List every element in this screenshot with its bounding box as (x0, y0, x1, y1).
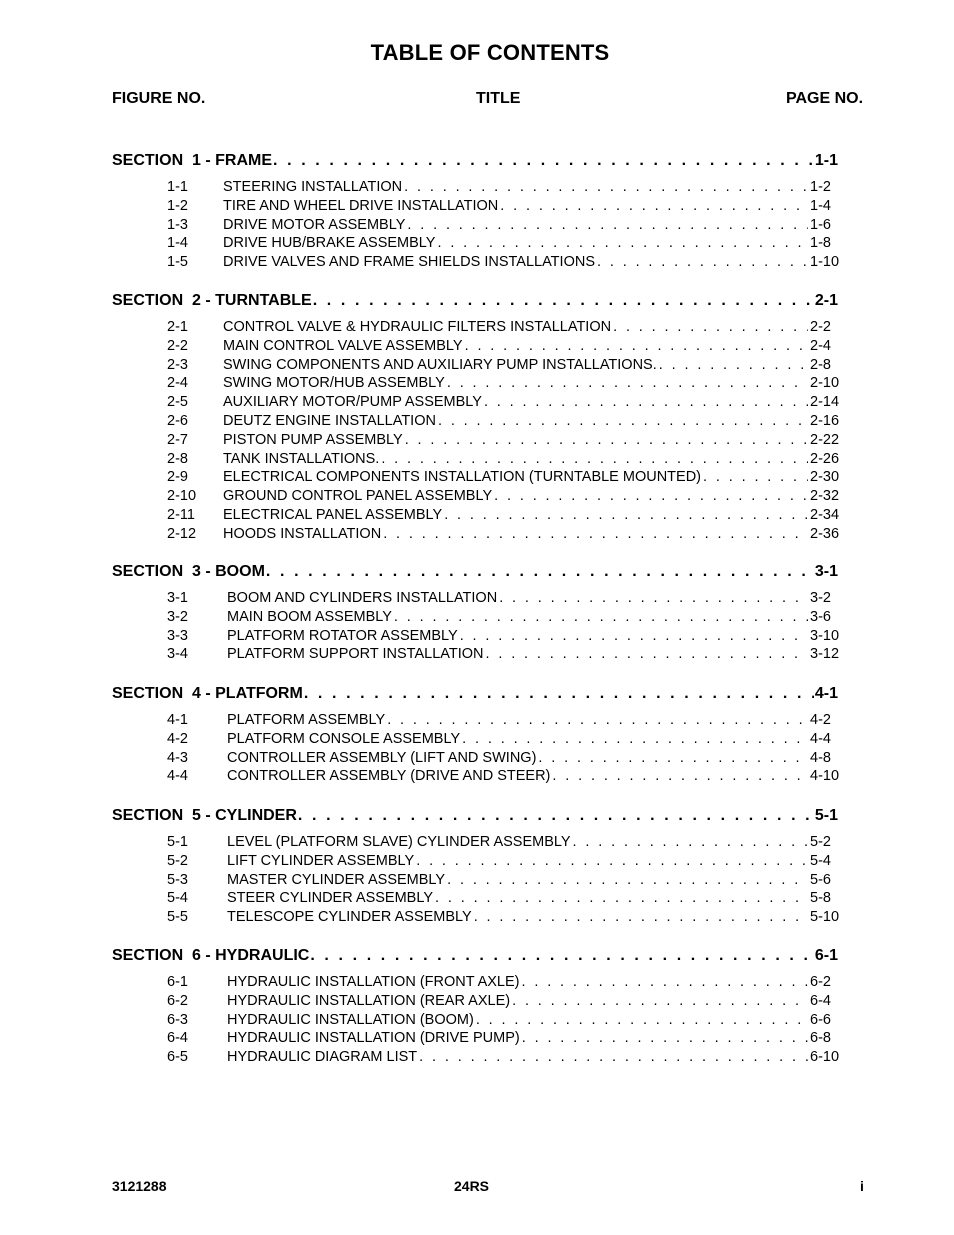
figure-title: CONTROLLER ASSEMBLY (LIFT AND SWING) (227, 749, 537, 766)
toc-entry[interactable] (0, 1049, 954, 1067)
section-title: SECTION 5 - CYLINDER (112, 807, 297, 824)
figure-number: 4-3 (167, 749, 188, 766)
figure-number: 2-7 (167, 431, 188, 448)
column-header-figure: FIGURE NO. (112, 90, 206, 107)
toc-entry[interactable] (0, 394, 954, 412)
toc-entry[interactable] (0, 834, 954, 852)
figure-page: 6-8 (810, 1030, 831, 1047)
dot-leader (381, 451, 808, 467)
dot-leader (552, 768, 808, 784)
figure-title: PLATFORM ROTATOR ASSEMBLY (227, 627, 458, 644)
toc-entry[interactable] (0, 712, 954, 730)
toc-entry[interactable] (0, 993, 954, 1011)
figure-title: HOODS INSTALLATION (223, 525, 382, 542)
figure-page: 1-4 (810, 197, 831, 214)
dot-leader (266, 563, 814, 581)
figure-title: AUXILIARY MOTOR/PUMP ASSEMBLY (223, 394, 482, 411)
figure-page: 5-6 (810, 871, 831, 888)
figure-page: 5-2 (810, 834, 831, 850)
figure-page: 2-34 (810, 507, 840, 523)
toc-entry[interactable] (0, 488, 954, 506)
figure-number: 2-6 (167, 413, 188, 429)
figure-number: 2-12 (167, 525, 197, 542)
figure-title: PLATFORM SUPPORT INSTALLATION (227, 646, 484, 663)
dot-leader (465, 338, 808, 354)
dot-leader (273, 152, 814, 170)
toc-entry[interactable] (0, 217, 954, 235)
figure-title: DRIVE HUB/BRAKE ASSEMBLY (223, 235, 436, 252)
dot-leader (494, 488, 808, 504)
section-page: 6-1 (814, 947, 838, 964)
dot-leader (313, 292, 814, 310)
figure-title: HYDRAULIC INSTALLATION (REAR AXLE) (227, 992, 511, 1009)
section-heading[interactable] (112, 685, 838, 705)
figure-number: 3-3 (167, 627, 188, 644)
toc-entry[interactable] (0, 179, 954, 197)
figure-number: 1-5 (167, 254, 188, 271)
figure-number: 2-1 (167, 319, 188, 335)
figure-title: SWING MOTOR/HUB ASSEMBLY (223, 375, 445, 392)
dot-leader (538, 750, 808, 766)
section-heading[interactable] (112, 152, 838, 172)
figure-title: LIFT CYLINDER ASSEMBLY (227, 852, 415, 869)
dot-leader (597, 254, 808, 270)
figure-number: 6-5 (167, 1049, 188, 1066)
section-page: 1-1 (814, 152, 838, 169)
figure-title: CONTROLLER ASSEMBLY (DRIVE AND STEER) (227, 768, 551, 785)
dot-leader (405, 432, 808, 448)
toc-entry[interactable] (0, 507, 954, 525)
dot-leader (703, 469, 808, 485)
column-header-title: TITLE (476, 90, 521, 107)
toc-entry[interactable] (0, 413, 954, 431)
figure-title: TIRE AND WHEEL DRIVE INSTALLATION (223, 197, 499, 214)
figure-page: 4-10 (810, 768, 840, 785)
figure-title: BOOM AND CYLINDERS INSTALLATION (227, 590, 498, 606)
figure-page: 2-14 (810, 394, 840, 411)
section-page: 2-1 (814, 292, 838, 309)
figure-title: PISTON PUMP ASSEMBLY (223, 431, 403, 448)
toc-entry[interactable] (0, 526, 954, 544)
figure-title: TELESCOPE CYLINDER ASSEMBLY (227, 909, 472, 926)
dot-leader (407, 217, 808, 233)
figure-title: HYDRAULIC INSTALLATION (FRONT AXLE) (227, 974, 520, 990)
figure-number: 2-5 (167, 394, 188, 411)
toc-entry[interactable] (0, 469, 954, 487)
dot-leader (659, 357, 808, 373)
figure-title: HYDRAULIC INSTALLATION (BOOM) (227, 1011, 474, 1028)
figure-number: 6-1 (167, 974, 188, 990)
figure-page: 2-2 (810, 319, 831, 335)
column-header-page: PAGE NO. (786, 90, 864, 107)
dot-leader (394, 609, 808, 625)
figure-page: 1-8 (810, 235, 831, 252)
figure-title: DEUTZ ENGINE INSTALLATION (223, 413, 436, 429)
dot-leader (298, 807, 814, 825)
figure-number: 5-5 (167, 909, 188, 926)
section-heading[interactable] (112, 292, 838, 312)
toc-entry[interactable] (0, 590, 954, 608)
dot-leader (460, 628, 808, 644)
dot-leader (485, 646, 808, 662)
figure-number: 1-1 (167, 179, 188, 195)
figure-number: 1-3 (167, 216, 188, 233)
figure-title: MAIN BOOM ASSEMBLY (227, 608, 392, 625)
figure-number: 4-2 (167, 730, 188, 747)
figure-title: GROUND CONTROL PANEL ASSEMBLY (223, 488, 493, 505)
footer-page-number: i (860, 1178, 864, 1194)
figure-title: TANK INSTALLATIONS. (223, 450, 380, 467)
figure-number: 2-8 (167, 450, 188, 467)
toc-entry[interactable] (0, 872, 954, 890)
figure-page: 3-12 (810, 646, 840, 663)
figure-page: 4-8 (810, 749, 831, 766)
figure-number: 6-3 (167, 1011, 188, 1028)
figure-page: 2-36 (810, 525, 840, 542)
figure-page: 5-4 (810, 852, 831, 869)
figure-page: 1-6 (810, 216, 831, 233)
section-title: SECTION 3 - BOOM (112, 563, 265, 580)
figure-page: 2-8 (810, 356, 831, 373)
section-title: SECTION 1 - FRAME (112, 152, 273, 169)
figure-page: 4-2 (810, 712, 831, 728)
section-heading[interactable] (112, 947, 838, 967)
dot-leader (474, 909, 808, 925)
section-title: SECTION 6 - HYDRAULIC (112, 947, 310, 964)
figure-number: 3-4 (167, 646, 188, 663)
figure-title: HYDRAULIC DIAGRAM LIST (227, 1049, 418, 1066)
figure-page: 6-4 (810, 992, 831, 1009)
dot-leader (499, 590, 808, 606)
dot-leader (304, 685, 814, 703)
dot-leader (500, 198, 808, 214)
toc-entry[interactable] (0, 254, 954, 272)
figure-number: 3-1 (167, 590, 188, 606)
toc-entry[interactable] (0, 853, 954, 871)
figure-title: STEERING INSTALLATION (223, 179, 403, 195)
toc-entry[interactable] (0, 890, 954, 908)
figure-title: HYDRAULIC INSTALLATION (DRIVE PUMP) (227, 1030, 520, 1047)
figure-page: 3-6 (810, 608, 831, 625)
figure-title: ELECTRICAL COMPONENTS INSTALLATION (TURNTABLE MOUNTED) (223, 469, 702, 486)
figure-title: DRIVE MOTOR ASSEMBLY (223, 216, 406, 233)
figure-number: 2-4 (167, 375, 188, 392)
figure-number: 1-2 (167, 197, 188, 214)
figure-title: ELECTRICAL PANEL ASSEMBLY (223, 507, 443, 523)
toc-entry[interactable] (0, 646, 954, 664)
toc-entry[interactable] (0, 609, 954, 627)
dot-leader (419, 1049, 808, 1065)
figure-page: 2-16 (810, 413, 840, 429)
toc-entry[interactable] (0, 909, 954, 927)
figure-page: 2-30 (810, 469, 840, 486)
toc-entry[interactable] (0, 432, 954, 450)
figure-number: 2-10 (167, 488, 197, 505)
figure-title: LEVEL (PLATFORM SLAVE) CYLINDER ASSEMBLY (227, 834, 571, 850)
section-title: SECTION 2 - TURNTABLE (112, 292, 312, 309)
dot-leader (462, 731, 808, 747)
figure-page: 1-10 (810, 254, 840, 271)
dot-leader (573, 834, 808, 850)
figure-page: 4-4 (810, 730, 831, 747)
toc-entry[interactable] (0, 319, 954, 337)
toc-entry[interactable] (0, 628, 954, 646)
figure-number: 2-2 (167, 337, 188, 354)
footer-document-number: 3121288 (112, 1178, 167, 1194)
dot-leader (437, 235, 808, 251)
dot-leader (613, 319, 808, 335)
figure-number: 5-2 (167, 852, 188, 869)
dot-leader (435, 890, 808, 906)
dot-leader (387, 712, 808, 728)
figure-number: 2-3 (167, 356, 188, 373)
figure-number: 4-4 (167, 768, 188, 785)
figure-number: 6-2 (167, 992, 188, 1009)
figure-page: 2-4 (810, 337, 831, 354)
figure-number: 3-2 (167, 608, 188, 625)
page-title: TABLE OF CONTENTS (370, 40, 610, 65)
section-page: 3-1 (814, 563, 838, 580)
figure-page: 6-6 (810, 1011, 831, 1028)
dot-leader (416, 853, 808, 869)
figure-page: 1-2 (810, 179, 831, 195)
dot-leader (512, 993, 808, 1009)
toc-entry[interactable] (0, 198, 954, 216)
figure-title: STEER CYLINDER ASSEMBLY (227, 890, 434, 907)
toc-entry[interactable] (0, 768, 954, 786)
toc-entry[interactable] (0, 338, 954, 356)
figure-title: PLATFORM ASSEMBLY (227, 712, 386, 728)
figure-page: 3-2 (810, 590, 831, 606)
figure-page: 2-26 (810, 450, 840, 467)
toc-entry[interactable] (0, 357, 954, 375)
figure-number: 6-4 (167, 1030, 188, 1047)
dot-leader (522, 1030, 808, 1046)
figure-number: 2-9 (167, 469, 188, 486)
figure-page: 5-8 (810, 890, 831, 907)
dot-leader (521, 974, 808, 990)
toc-entry[interactable] (0, 750, 954, 768)
figure-number: 1-4 (167, 235, 188, 252)
footer-model: 24RS (454, 1178, 490, 1194)
dot-leader (438, 413, 808, 429)
figure-title: DRIVE VALVES AND FRAME SHIELDS INSTALLATIONS (223, 254, 595, 271)
dot-leader (404, 179, 808, 195)
dot-leader (484, 394, 808, 410)
figure-title: CONTROL VALVE & HYDRAULIC FILTERS INSTALLATION (223, 319, 612, 335)
figure-page: 6-2 (810, 974, 831, 990)
figure-title: MASTER CYLINDER ASSEMBLY (227, 871, 446, 888)
toc-entry[interactable] (0, 375, 954, 393)
figure-title: MAIN CONTROL VALVE ASSEMBLY (223, 337, 463, 354)
toc-entry[interactable] (0, 974, 954, 992)
toc-entry[interactable] (0, 1030, 954, 1048)
section-heading[interactable] (112, 563, 838, 583)
figure-number: 5-1 (167, 834, 188, 850)
figure-page: 6-10 (810, 1049, 840, 1066)
toc-entry[interactable] (0, 731, 954, 749)
dot-leader (447, 375, 808, 391)
figure-number: 4-1 (167, 712, 188, 728)
figure-page: 2-32 (810, 488, 840, 505)
section-page: 4-1 (814, 685, 838, 702)
figure-page: 5-10 (810, 909, 840, 926)
dot-leader (383, 526, 808, 542)
figure-page: 2-10 (810, 375, 840, 392)
toc-entry[interactable] (0, 1012, 954, 1030)
figure-title: SWING COMPONENTS AND AUXILIARY PUMP INSTALLATIONS. (223, 356, 657, 373)
figure-number: 5-3 (167, 871, 188, 888)
figure-number: 2-11 (167, 507, 195, 523)
dot-leader (447, 872, 808, 888)
figure-number: 5-4 (167, 890, 188, 907)
dot-leader (476, 1012, 808, 1028)
section-page: 5-1 (814, 807, 838, 824)
figure-title: PLATFORM CONSOLE ASSEMBLY (227, 730, 461, 747)
dot-leader (310, 947, 814, 965)
dot-leader (444, 507, 808, 523)
toc-entry[interactable] (0, 451, 954, 469)
section-title: SECTION 4 - PLATFORM (112, 685, 303, 702)
toc-entry[interactable] (0, 235, 954, 253)
figure-page: 2-22 (810, 431, 840, 448)
figure-page: 3-10 (810, 627, 840, 644)
section-heading[interactable] (112, 807, 838, 827)
